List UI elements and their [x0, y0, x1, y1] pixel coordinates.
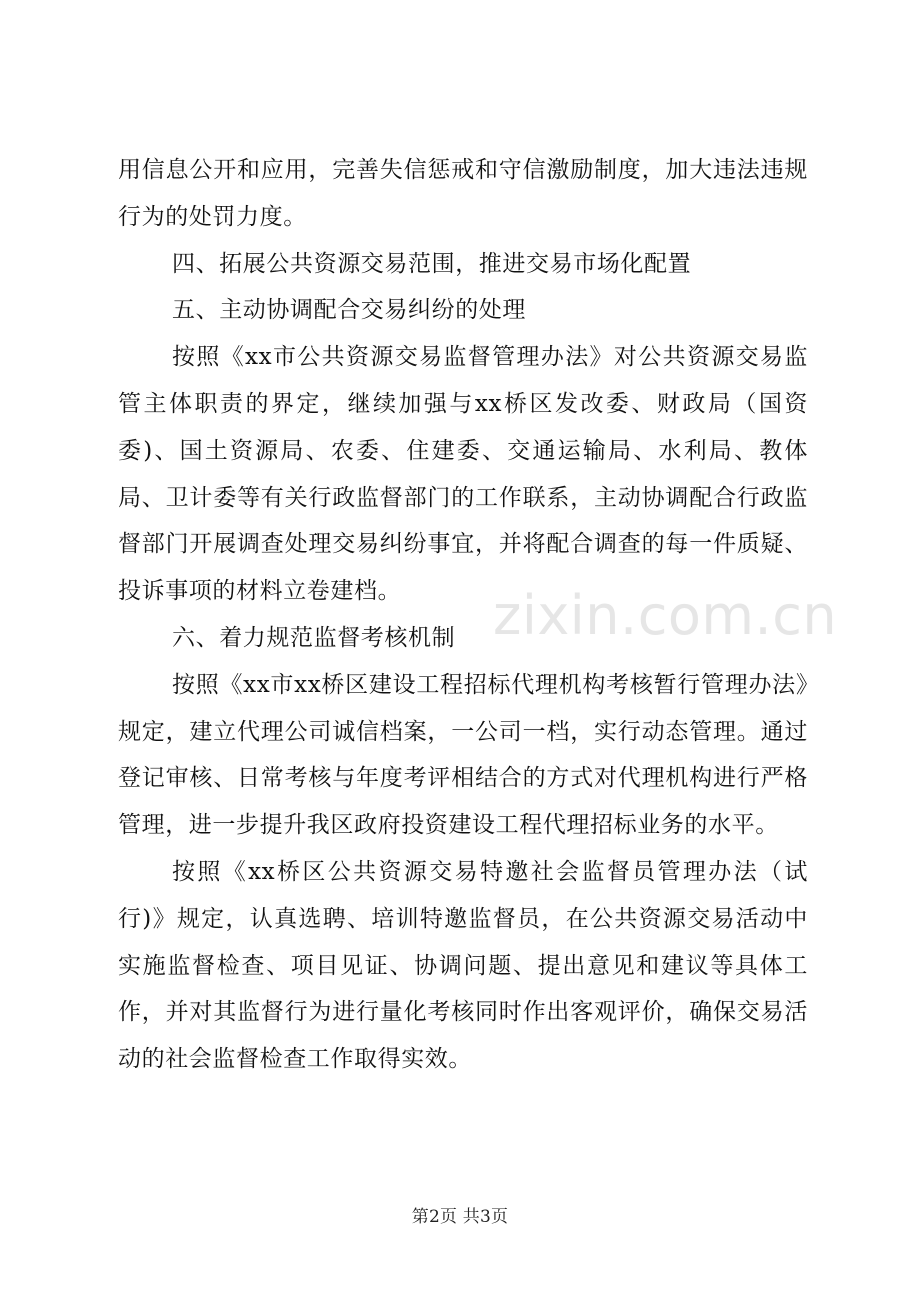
document-body [118, 147, 808, 1083]
paragraph-continuation: 用信息公开和应用，完善失信惩戒和守信激励制度，加大违法违规行为的处罚力度。 [118, 157, 808, 230]
section-heading-4: 四、拓展公共资源交易范围，推进交易市场化配置 [172, 250, 692, 277]
section-heading-6: 六、着力规范监督考核机制 [172, 624, 456, 651]
page-footer: 第2页 共3页 [411, 1207, 509, 1227]
paragraph-social-supervisor: 按照《xx桥区公共资源交易特邀社会监督员管理办法（试行)》规定，认真选聘、培训特邀监督员，在公共资源交易活动中实施监督检查、项目见证、协调问题、提出意见和建议等具体工作，并对其监督行为进行量化考核同时作出客观评价，确保交易活动的社会监督检查工作取得实效。 [118, 858, 808, 1073]
section-heading-5: 五、主动协调配合交易纠纷的处理 [172, 297, 526, 324]
paragraph-dispute-coordination: 按照《xx市公共资源交易监督管理办法》对公共资源交易监管主体职责的界定，继续加强与xx桥区发改委、财政局（国资委)、国土资源局、农委、住建委、交通运输局、水利局、教体局、卫计委等有关行政监督部门的工作联系，主动协调配合行政监督部门开展调查处理交易纠纷事宜，并将配合调查的每一件质疑、投诉事项的材料立卷建档。 [118, 344, 808, 605]
watermark: zixin.com.cn [493, 584, 838, 647]
paragraph-agency-assessment: 按照《xx市xx桥区建设工程招标代理机构考核暂行管理办法》规定，建立代理公司诚信档案，一公司一档，实行动态管理。通过登记审核、日常考核与年度考评相结合的方式对代理机构进行严格管理，进一步提升我区政府投资建设工程代理招标业务的水平。 [118, 671, 808, 839]
